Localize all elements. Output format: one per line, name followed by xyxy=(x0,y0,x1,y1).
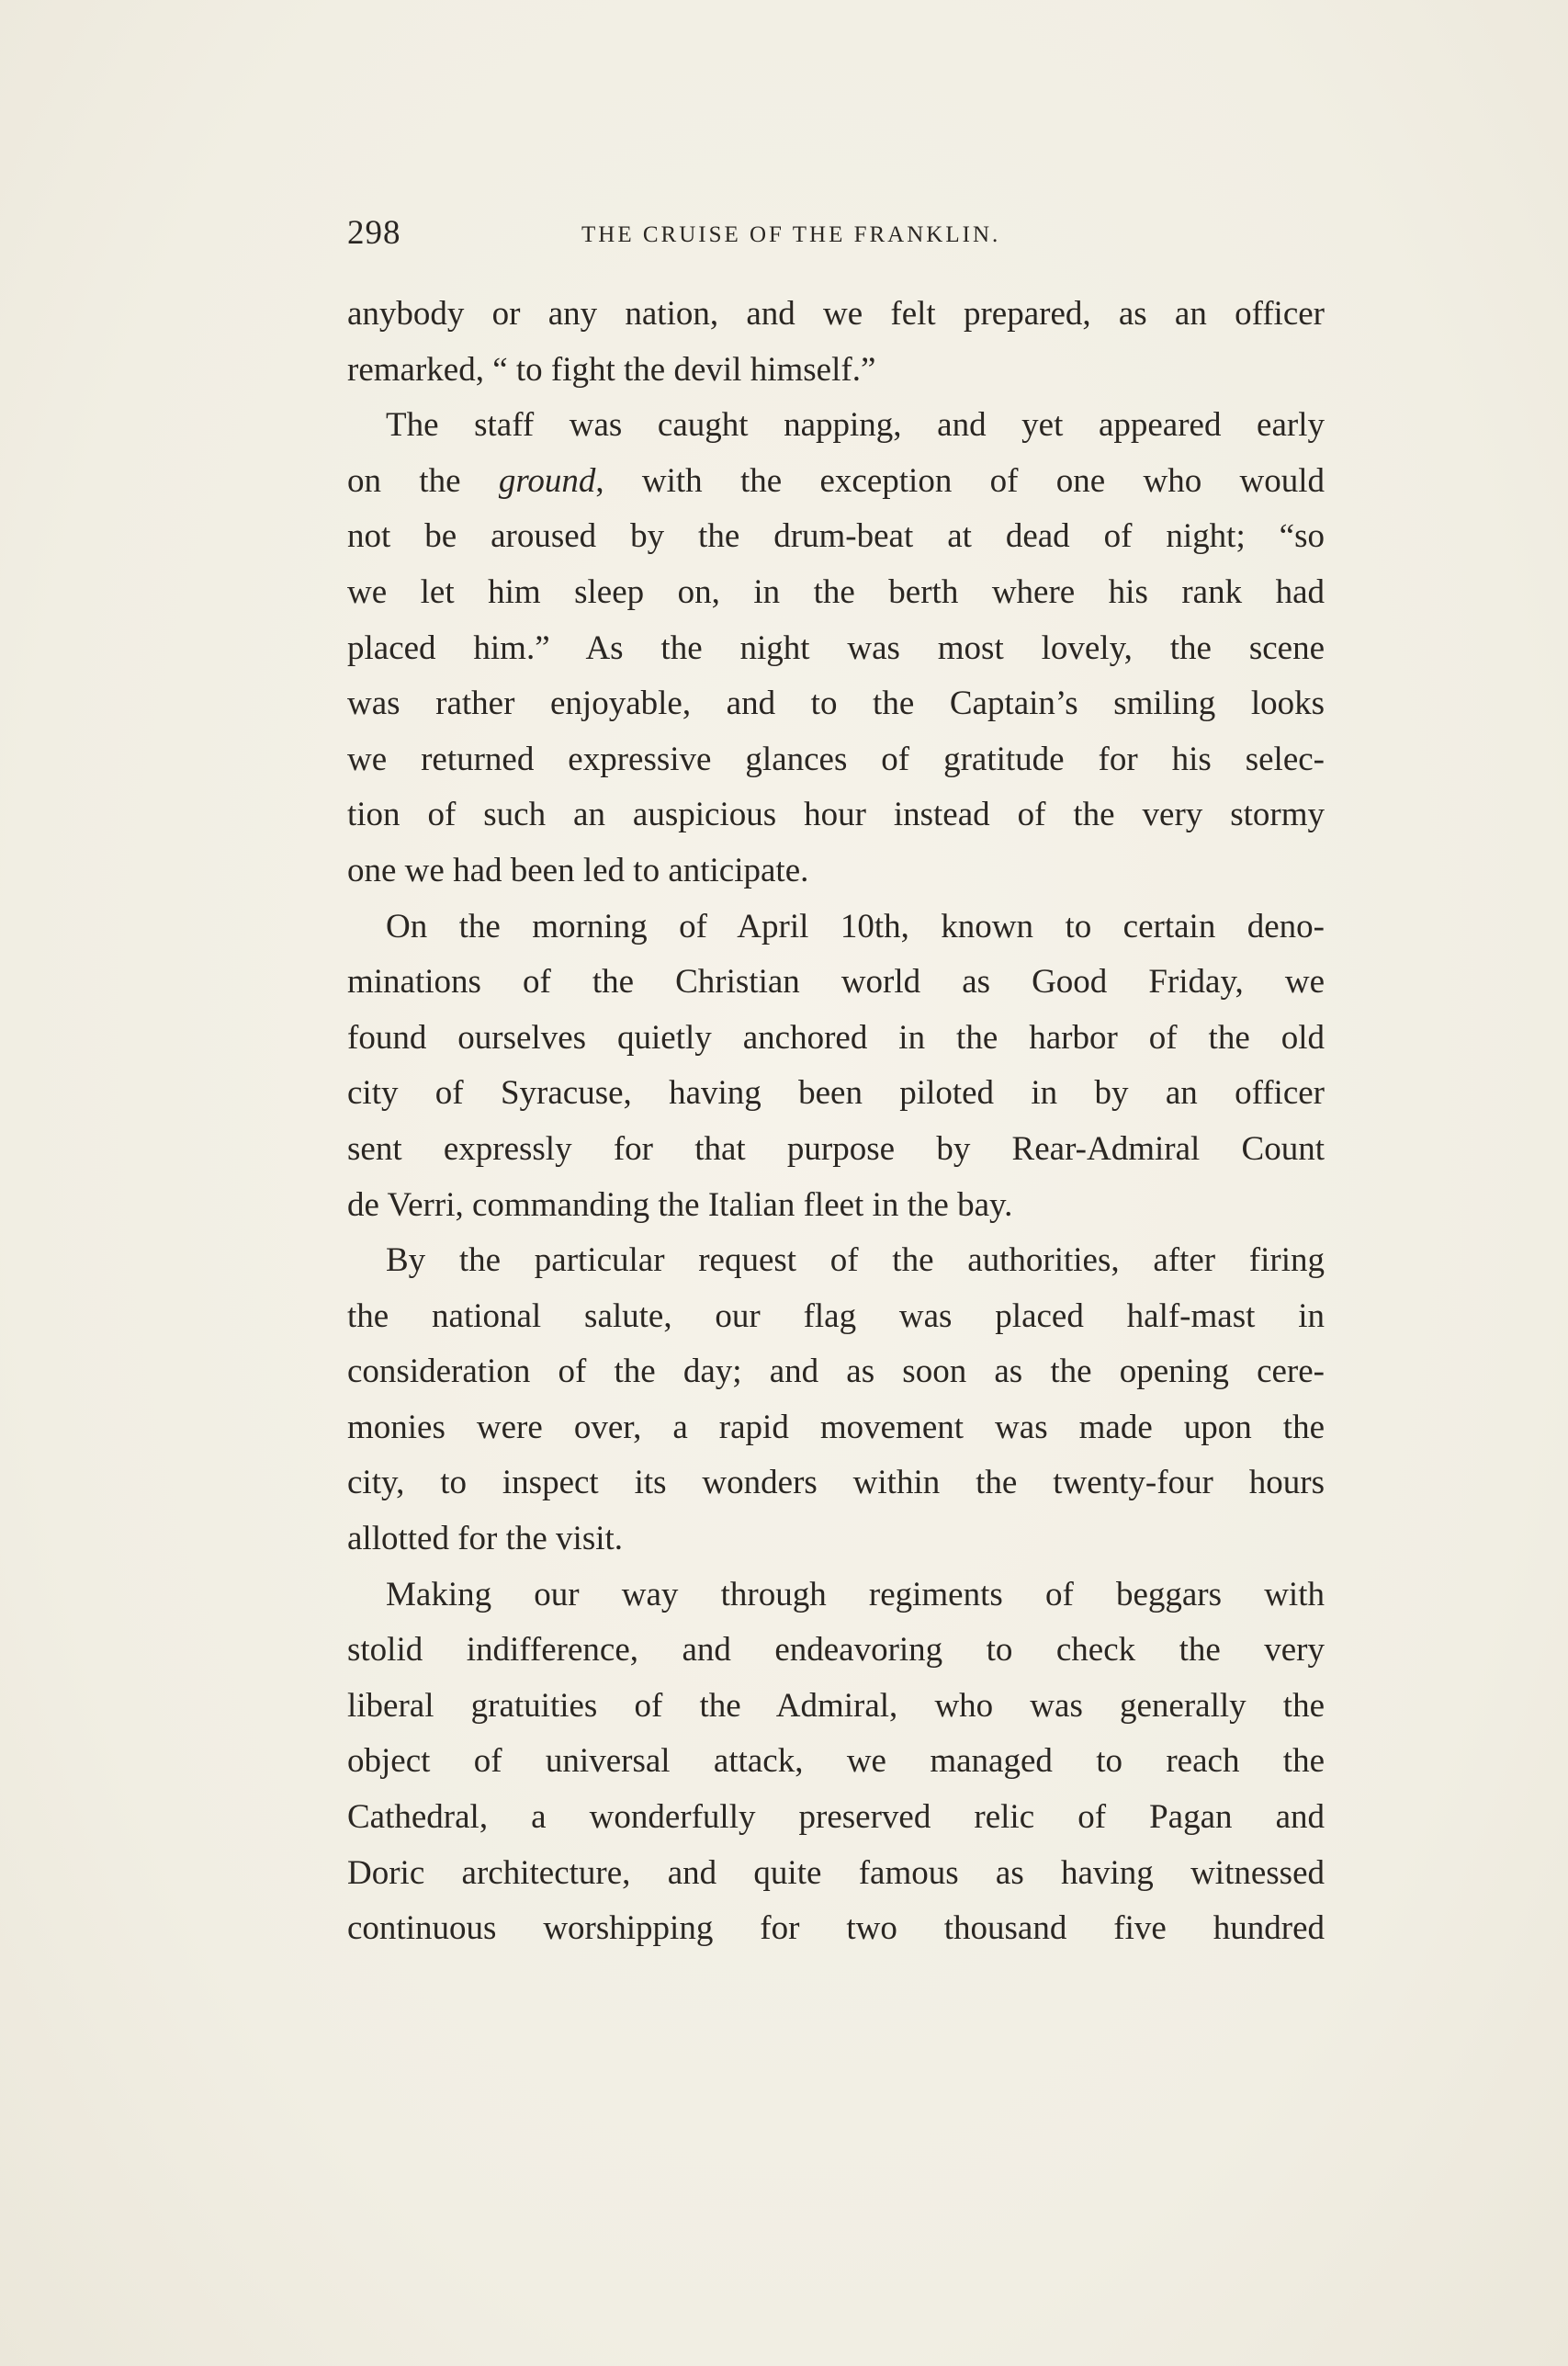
text-line: anybody or any nation, and we felt prepared, as an officer xyxy=(347,295,1325,333)
text-line: By the particular request of the authorities, after firing xyxy=(386,1241,1325,1280)
text-line: allotted for the visit. xyxy=(347,1520,624,1558)
text-line: remarked, “ to fight the devil himself.” xyxy=(347,350,876,389)
text-line: tion of such an auspicious hour instead of the very stormy xyxy=(347,796,1325,834)
text-line: de Verri, commanding the Italian fleet in the bay. xyxy=(347,1185,1013,1224)
text-line: found ourselves quietly anchored in the harbor of the old xyxy=(347,1018,1325,1057)
text-line: On the morning of April 10th, known to certain deno- xyxy=(386,907,1325,945)
text-line: one we had been led to anticipate. xyxy=(347,851,809,889)
text-line: The staff was caught napping, and yet appeared early xyxy=(386,406,1325,445)
text-line: Making our way through regiments of beggars with xyxy=(386,1575,1325,1613)
text-line: on the ground, with the exception of one who would xyxy=(347,461,1325,500)
text-line: minations of the Christian world as Good Friday, we xyxy=(347,963,1325,1002)
text-line: continuous worshipping for two thousand five hundred xyxy=(347,1909,1325,1948)
text-line: sent expressly for that purpose by Rear-Admiral Count xyxy=(347,1129,1325,1168)
page-number: 298 xyxy=(347,214,401,252)
text-line: liberal gratuities of the Admiral, who was generally the xyxy=(347,1686,1325,1725)
text-line: city of Syracuse, having been piloted in by an officer xyxy=(347,1074,1325,1113)
body-text xyxy=(347,287,1325,1957)
text-line: the national salute, our flag was placed half-mast in xyxy=(347,1296,1325,1335)
text-line: object of universal attack, we managed to reach the xyxy=(347,1742,1325,1781)
text-line: we let him sleep on, in the berth where his rank had xyxy=(347,572,1325,611)
text-line: we returned expressive glances of gratitude for his selec- xyxy=(347,740,1325,778)
text-line: stolid indifference, and endeavoring to check the very xyxy=(347,1631,1325,1670)
text-line: placed him.” As the night was most lovely, the scene xyxy=(347,628,1325,667)
text-line: Doric architecture, and quite famous as having witnessed xyxy=(347,1853,1325,1892)
text-line: was rather enjoyable, and to the Captain’s smiling looks xyxy=(347,685,1325,723)
text-line: monies were over, a rapid movement was made upon the xyxy=(347,1408,1325,1446)
text-line: not be aroused by the drum-beat at dead of night; “so xyxy=(347,517,1325,556)
text-line: Cathedral, a wonderfully preserved relic of Pagan and xyxy=(347,1798,1325,1837)
text-line: consideration of the day; and as soon as the opening cere- xyxy=(347,1353,1325,1391)
running-head: THE CRUISE OF THE FRANKLIN. xyxy=(581,222,1001,247)
page-header xyxy=(347,213,1325,259)
text-line: city, to inspect its wonders within the twenty-four hours xyxy=(347,1464,1325,1502)
